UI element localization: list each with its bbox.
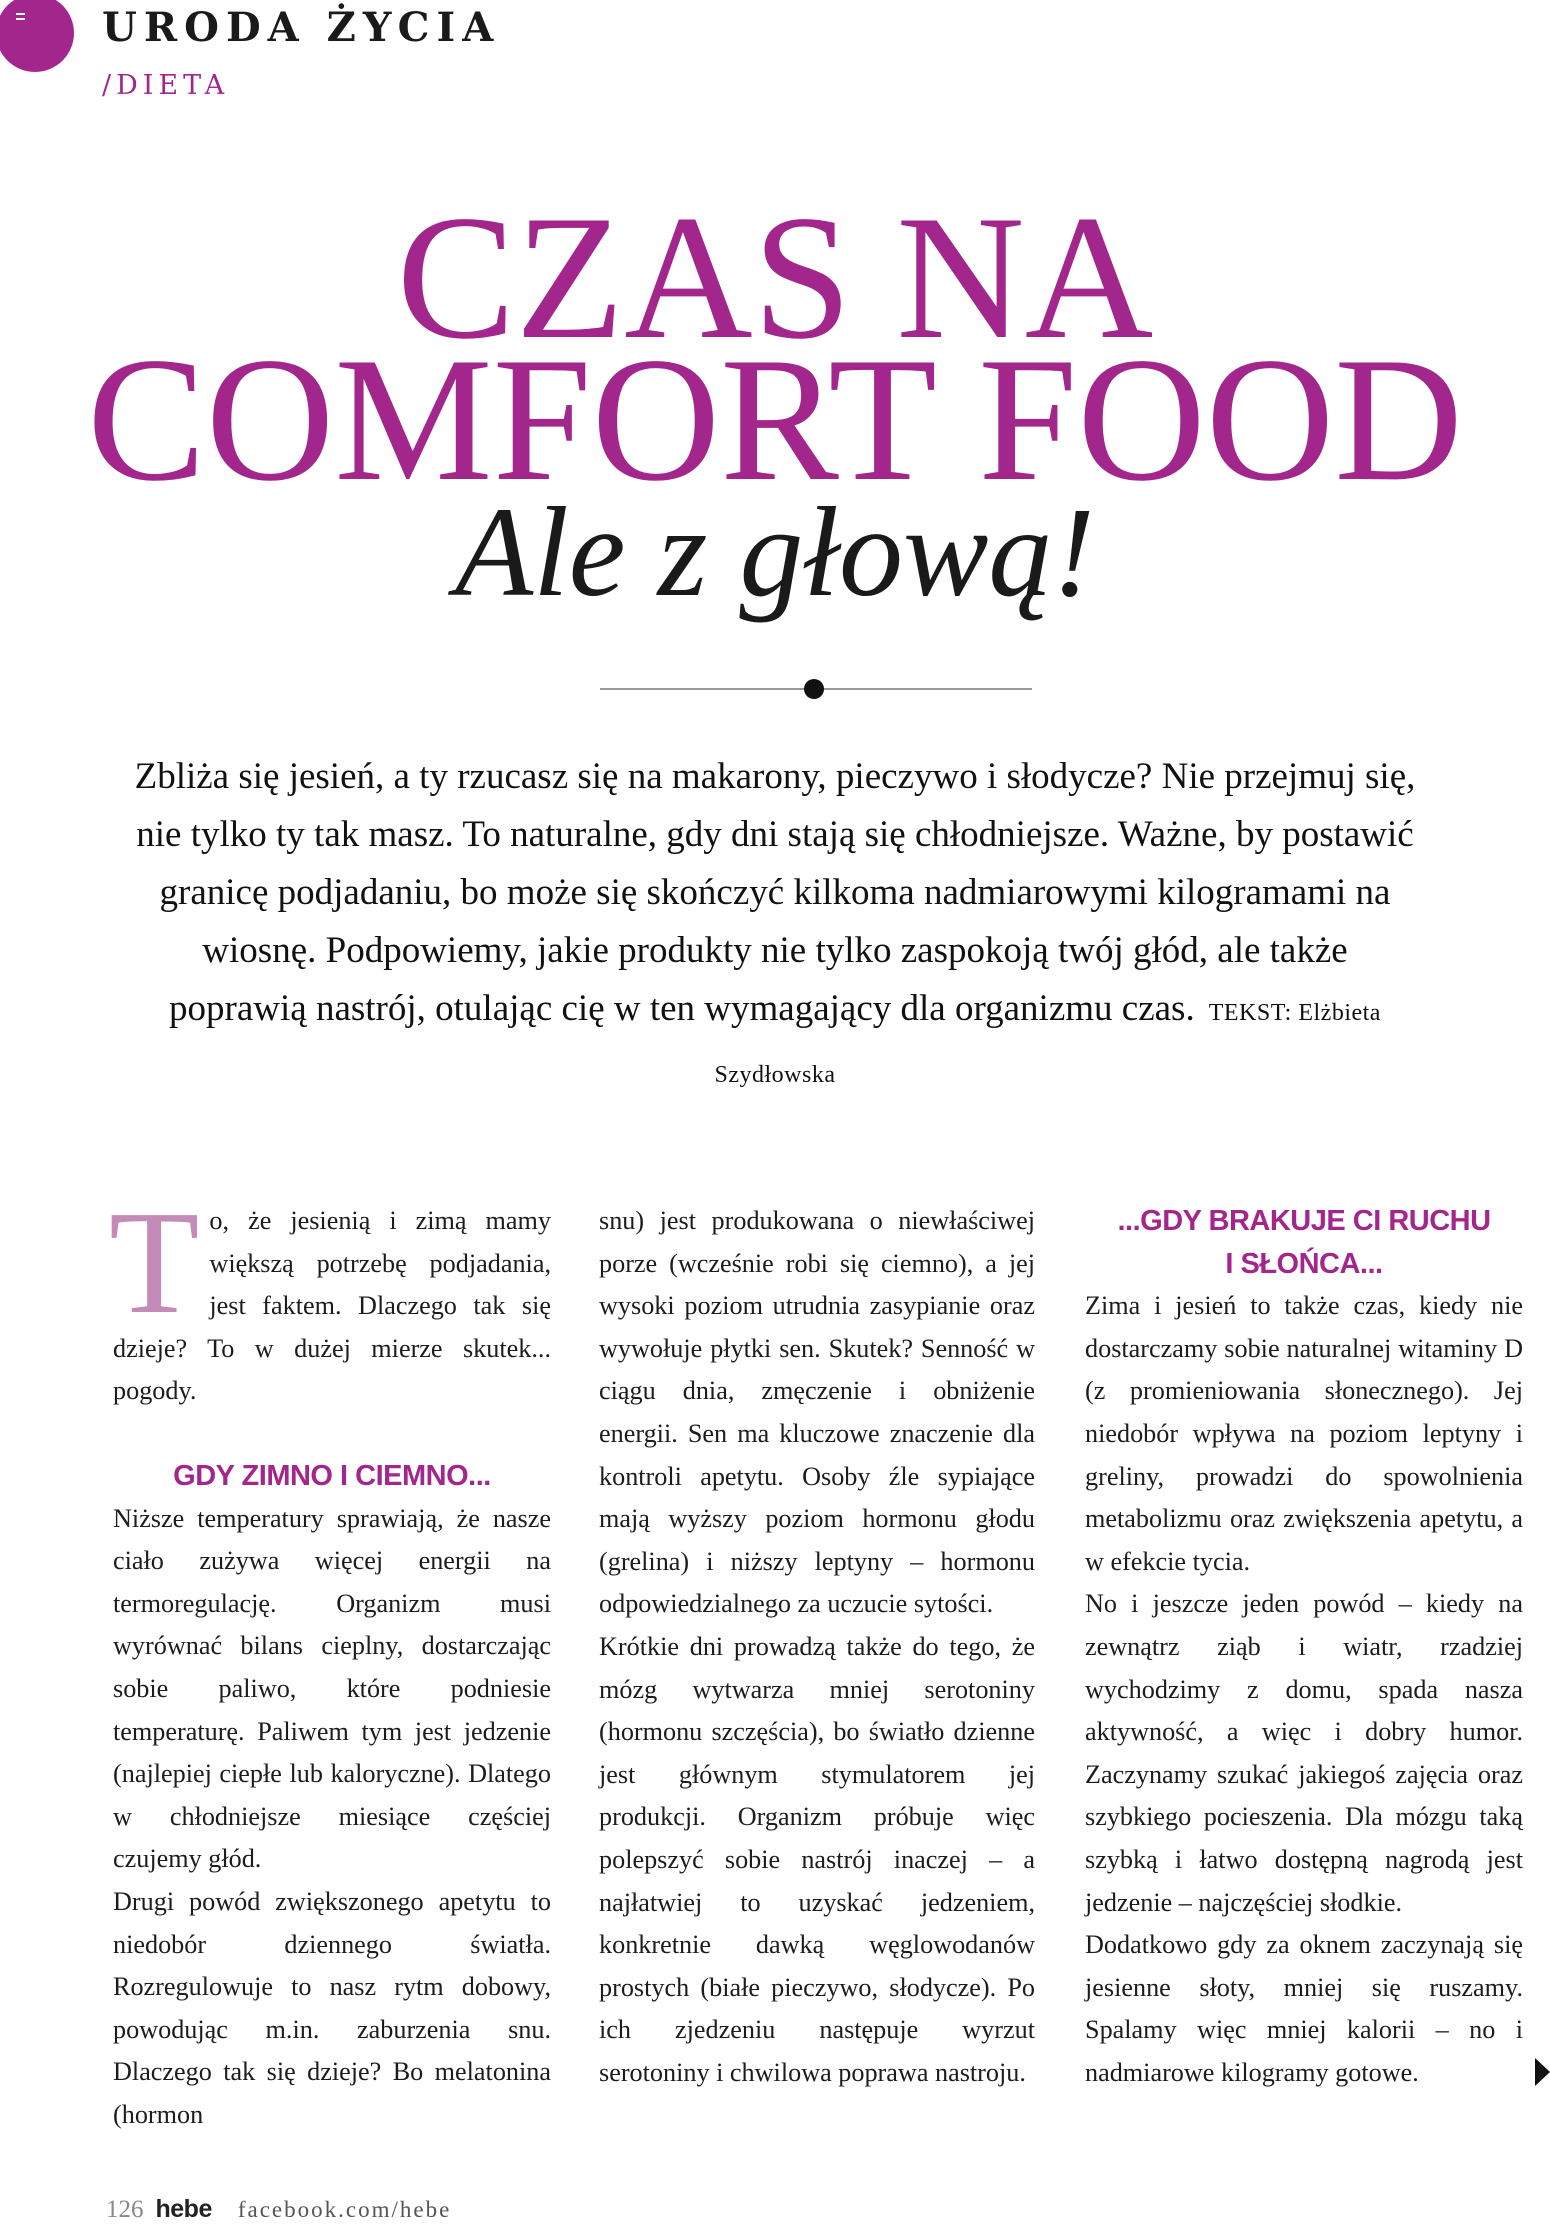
column-2 xyxy=(599,1200,1035,2094)
headline-line-1: CZAS NA xyxy=(396,178,1154,376)
page-footer xyxy=(106,2195,451,2224)
paragraph: No i jeszcze jeden powód – kiedy na zewnątrz ziąb i wiatr, rzadziej wychodzimy z domu, spada nasza aktywność, a więc i dobry humor. Zaczynamy szukać jakiegoś zajęcia oraz szybkiego pocieszenia. Dla mózgu taką szybką i łatwo dostępną nagrodą jest jedzenie – najczęściej słodkie. xyxy=(1085,1589,1523,1917)
column-3 xyxy=(1085,1200,1523,2094)
page-number: 126 xyxy=(106,2196,144,2223)
section-subtitle: /DIETA xyxy=(102,70,230,101)
paragraph: Krótkie dni prowadzą także do tego, że mózg wytwarza mniej serotoniny (hormonu szczęścia), bo światło dzienne jest głównym stymulatorem jej produkcji. Organizm próbuje więc polepszyć sobie nastrój inaczej – a najłatwiej to uzyskać jedzeniem, konkretnie dawką węglowodanów prostych (białe pieczywo, słodycze). Po ich zjedzeniu następuje wyrzut serotoniny i chwilowa poprawa nastroju. xyxy=(599,1631,1035,2087)
lead-text: Zbliża się jesień, a ty rzucasz się na makarony, pieczywo i słodycze? Nie przejmuj się, nie tylko ty tak masz. To naturalne, gdy dni stają się chłodniejsze. Ważne, by postawić granicę podjadaniu, bo może się skończyć kilkoma nadmiarowymi kilogramami na wiosnę. Podpowiemy, jakie produkty nie tylko zaspokoją twój głód, ale także poprawią nastrój, otulając cię w ten wymagający dla organizmu czas. xyxy=(134,756,1416,1029)
paragraph: Dodatkowo gdy za oknem zaczynają się jesienne słoty, mniej się ruszamy. Spalamy więc mniej kalorii – no i nadmiarowe kilogramy gotowe. xyxy=(1085,1930,1523,2087)
next-page-arrow-icon[interactable] xyxy=(1535,2058,1550,2086)
headline-line-2: COMFORT FOOD xyxy=(87,320,1463,518)
paragraph: snu) jest produkowana o niewłaściwej porze (wcześnie robi się ciemno), a jej wysoki poziom utrudnia zasypianie oraz wywołuje płytki sen. Skutek? Senność w ciągu dnia, zmęczenie i obniżenie energii. Sen ma kluczowe znaczenie dla kontroli apetytu. Osoby źle sypiające mają wyższy poziom hormonu głodu (grelina) i niższy leptyny – hormonu odpowiedzialnego za uczucie sytości. xyxy=(599,1206,1035,1619)
author-credit: TEKST: Elżbieta Szydłowska xyxy=(714,1000,1381,1088)
social-link[interactable]: facebook.com/hebe xyxy=(237,2197,452,2222)
headline-subtitle: Ale z głową! xyxy=(455,481,1095,623)
paragraph: Niższe temperatury sprawiają, że nasze ciało zużywa więcej energii na termoregulację. Organizm musi wyrównać bilans cieplny, dostarczając sobie paliwo, które podniesie temperaturę. Paliwem tym jest jedzenie (najlepiej ciepłe lub kaloryczne). Dlatego w chłodniejsze miesiące częściej czujemy głód. xyxy=(113,1503,551,1874)
drop-cap: T xyxy=(109,1181,200,1345)
intro-paragraph xyxy=(109,1181,551,1413)
divider-dot xyxy=(804,679,824,699)
subhead-cold-dark: GDY ZIMNO I CIEMNO... xyxy=(173,1459,491,1492)
subhead-no-movement-line-2: I SŁOŃCA... xyxy=(1225,1247,1383,1280)
brand-logo: hebe xyxy=(155,2195,212,2223)
intro-text: o, że jesienią i zimą mamy większą potrzebę podjadania, jest faktem. Dlaczego tak się dzieje? To w dużej mierze skutek... pogody. xyxy=(113,1206,551,1406)
column-1 xyxy=(109,1181,551,2136)
subhead-no-movement-line-1: ...GDY BRAKUJE CI RUCHU xyxy=(1117,1205,1491,1237)
section-title: URODA ŻYCIA xyxy=(102,4,501,51)
menu-icon[interactable] xyxy=(0,0,74,72)
paragraph: Drugi powód zwiększonego apetytu to niedobór dziennego światła. Rozregulowuje to nasz rytm dobowy, powodując m.in. zaburzenia snu. Dlaczego tak się dzieje? Bo melatonina (hormon xyxy=(113,1886,551,2129)
paragraph: Zima i jesień to także czas, kiedy nie dostarczamy sobie naturalnej witaminy D (z promieniowania słonecznego). Jej niedobór wpływa na poziom leptyny i greliny, prowadzi do spowolnienia metabolizmu oraz zwiększenia apetytu, a w efekcie tycia. xyxy=(1085,1291,1523,1576)
lead-paragraph xyxy=(130,748,1420,1104)
